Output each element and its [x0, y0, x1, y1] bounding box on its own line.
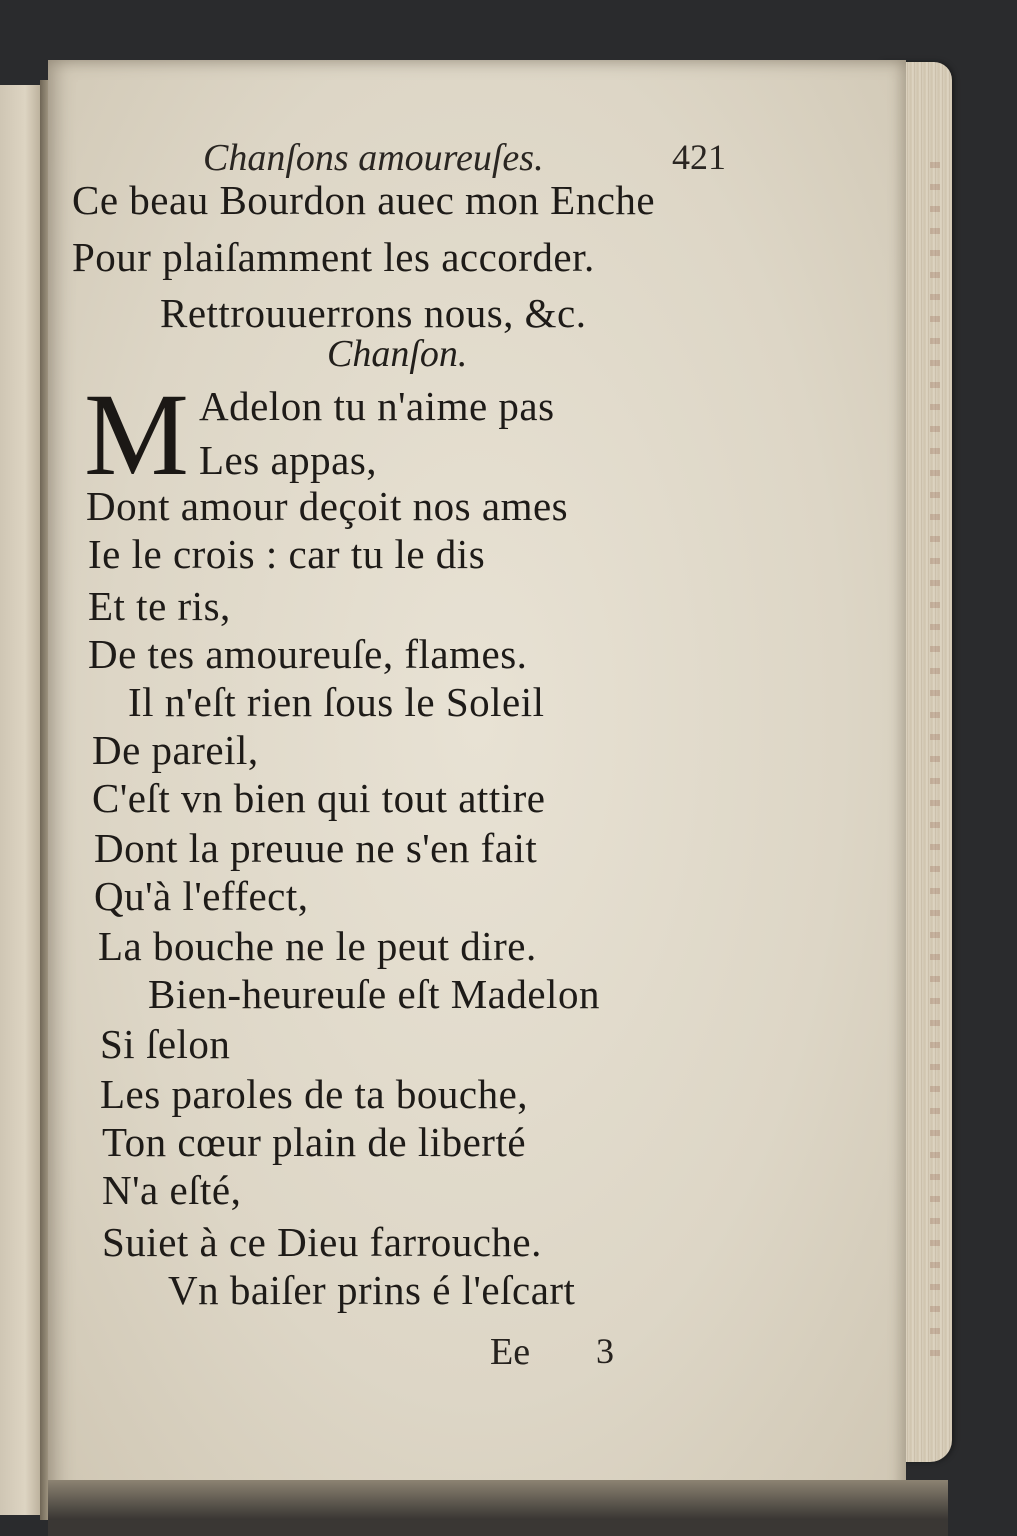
verse-line: Bien-heureuſe eſt Madelon [148, 971, 600, 1017]
verse-line: Ton cœur plain de liberté [102, 1119, 527, 1165]
verse-line: Les appas, [199, 437, 378, 483]
verse-line: Vn baiſer prins é l'eſcart [168, 1267, 576, 1313]
foxing-marks [930, 162, 940, 1362]
verse-line: Ce beau Bourdon auec mon Enche [72, 177, 656, 223]
running-head: Chanſons amoureuſes. [203, 137, 544, 179]
verse-line: Qu'à l'effect, [94, 873, 309, 919]
refrain-line: Rettrouuerrons nous, &c. [160, 290, 587, 336]
signature-number: 3 [596, 1331, 614, 1371]
section-title: Chanſon. [327, 333, 468, 375]
bottom-shadow [48, 1480, 948, 1536]
drop-capital: M [84, 369, 189, 500]
signature-mark: Ee [490, 1331, 531, 1373]
verse-line: Pour plaiſamment les accorder. [72, 234, 595, 280]
facing-page-edge [0, 85, 42, 1515]
verse-line: Dont la preuue ne s'en fait [94, 825, 538, 871]
verse-line: De pareil, [92, 727, 259, 773]
verse-line: Si ſelon [100, 1021, 231, 1067]
page-number: 421 [672, 137, 726, 177]
verse-line: Dont amour deçoit nos ames [86, 483, 569, 529]
verse-line: N'a eſté, [102, 1167, 242, 1213]
verse-line: Les paroles de ta bouche, [100, 1071, 529, 1117]
verse-line: La bouche ne le peut dire. [98, 923, 537, 969]
verse-line: Il n'eſt rien ſous le Soleil [128, 679, 545, 725]
verse-line: Suiet à ce Dieu farrouche. [102, 1219, 542, 1265]
verse-line: De tes amoureuſe, flames. [88, 631, 528, 677]
verse-line: Et te ris, [88, 583, 231, 629]
verse-line: Adelon tu n'aime pas [199, 383, 555, 429]
verse-line: C'eſt vn bien qui tout attire [92, 775, 546, 821]
verse-line: Ie le crois : car tu le dis [88, 531, 486, 577]
